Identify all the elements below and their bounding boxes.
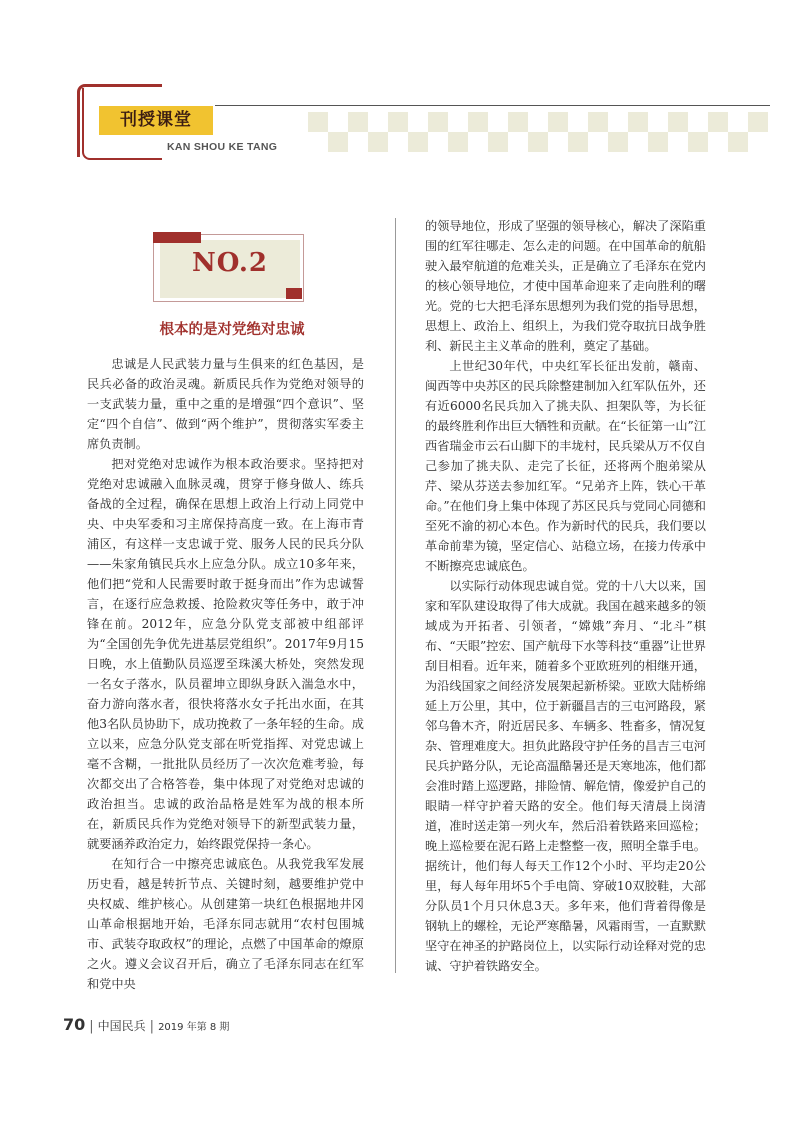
checker-square	[668, 112, 688, 132]
checker-square	[648, 132, 668, 152]
paragraph: 上世纪30年代，中央红军长征出发前，赣南、闽西等中央苏区的民兵除整建制加入红军队伍外，还有近6000名民兵加入了挑夫队、担架队等，为长征的最终胜利作出巨大牺牲和贡献。在“长征第一山”江西省瑞金市云石山脚下的丰垅村，民兵梁从万不仅自己参加了挑夫队、走完了长征，还将两个胞弟梁从芹、梁从芬送去参加红军。“兄弟齐上阵，铁心干革命。”在他们身上集中体现了苏区民兵与党同心同德和至死不渝的初心本色。作为新时代的民兵，我们要以革命前辈为镜，坚定信心、站稳立场，在接力传承中不断擦亮忠诚底色。	[425, 359, 706, 573]
footer-separator: |	[149, 1019, 155, 1034]
checker-square	[748, 112, 768, 132]
paragraph: 以实际行动体现忠诚自觉。党的十八大以来，国家和军队建设取得了伟大成就。我国在越来越多的领域成为开拓者、引领者，“嫦娥”奔月、“北斗”棋布、“天眼”控宏、国产航母下水等科技“重器”让世界刮目相看。近年来，随着多个亚欧班列的相继开通，为沿线国家之间经济发展架起新桥梁。亚欧大陆桥绵延上万公里，其中，位于新疆昌吉的三屯河路段，紧邻乌鲁木齐，附近居民多、车辆多、牲畜多，情况复杂、管理难度大。担负此路段守护任务的昌吉三屯河民兵护路分队，无论高温酷暑还是天寒地冻，他们都会准时踏上巡逻路，排险情、解危情，像爱护自己的眼睛一样守护着天路的安全。他们每天清晨上岗清道，准时送走第一列火车，然后沿着铁路来回巡检；晚上巡检要在泥石路上走整整一夜，照明全靠手电。据统计，他们每人每天工作12个小时、平均走20公里，每人每年用坏5个手电筒、穿破10双胶鞋，大部分队员1个月只休息3天。多年来，他们背着得像是钢轨上的螺栓，无论严寒酷暑，风霜雨雪，一直默默坚守在神圣的护路岗位上，以实际行动诠释对党的忠诚、守护着铁路安全。	[425, 579, 706, 973]
checker-square	[528, 132, 548, 152]
section-title: 根本的是对党绝对忠诚	[159, 321, 305, 338]
issue-label: 2019 年第 8 期	[158, 1022, 230, 1033]
column-subtitle: KAN SHOU KE TANG	[167, 141, 278, 153]
section-number-accent-small	[286, 288, 302, 299]
magazine-name: 中国民兵	[97, 1019, 146, 1033]
checker-square	[388, 112, 408, 132]
checker-square	[548, 112, 568, 132]
checker-square	[688, 132, 708, 152]
checker-square	[508, 112, 528, 132]
checker-square	[448, 132, 468, 152]
checker-square	[728, 132, 748, 152]
header-rule	[215, 105, 770, 106]
checker-square	[468, 112, 488, 132]
footer-separator: |	[89, 1019, 94, 1034]
checker-square	[608, 132, 628, 152]
page-number: 70	[63, 1015, 86, 1034]
right-column	[425, 216, 706, 976]
checker-square	[568, 132, 588, 152]
paragraph: 把对党绝对忠诚作为根本政治要求。坚持把对党绝对忠诚融入血脉灵魂，贯穿于修身做人、练兵备战的全过程，确保在思想上政治上行动上同党中央、中央军委和习主席保持高度一致。在上海市青浦区，有这样一支忠诚于党、服务人民的民兵分队——朱家角镇民兵水上应急分队。成立10多年来，他们把“党和人民需要时敢于挺身而出”作为忠诚誓言，在逐行应急救援、抢险救灾等任务中，敢于冲锋在前。2012年，应急分队党支部被中组部评为“全国创先争优先进基层党组织”。2017年9月15日晚，水上值勤队员巡逻至珠溪大桥处，突然发现一名女子落水，队员翟坤立即纵身跃入湍急水中，奋力游向落水者，很快将落水女子托出水面，在其他3名队员协助下，成功挽救了一条年轻的生命。成立以来，应急分队党支部在听党指挥、对党忠诚上毫不含糊，一批批队员经历了一次次危难考验，每次都交出了合格答卷，集中体现了对党绝对忠诚的政治担当。忠诚的政治品格是姓军为战的根本所在，新质民兵作为党绝对领导下的新型武装力量，就要涵养政治定力，始终跟党保持一条心。	[87, 457, 364, 851]
left-column	[87, 354, 364, 994]
checker-square	[428, 112, 448, 132]
column-tag: 刊授课堂	[99, 106, 213, 135]
checker-square	[708, 112, 728, 132]
checker-square	[408, 132, 428, 152]
paragraph: 忠诚是人民武装力量与生俱来的红色基因，是民兵必备的政治灵魂。新质民兵作为党绝对领导的一支武装力量，重中之重的是增强“四个意识”、坚定“四个自信”、做到“两个维护”，贯彻落实军委主席负责制。	[87, 357, 364, 451]
checker-square	[308, 112, 328, 132]
checker-square	[588, 112, 608, 132]
checker-square	[488, 132, 508, 152]
page-footer	[63, 1015, 229, 1034]
section-number-accent	[153, 232, 201, 243]
checker-square	[328, 132, 348, 152]
paragraph: 在知行合一中擦亮忠诚底色。从我党我军发展历史看，越是转折节点、关键时刻，越要维护党中央权威、维护核心。从创建第一块红色根据地井冈山革命根据地开始，毛泽东同志就用“农村包围城市、武装夺取政权”的理论，点燃了中国革命的燎原之火。遵义会议召开后，确立了毛泽东同志在红军和党中央	[87, 857, 364, 991]
paragraph: 的领导地位，形成了坚强的领导核心，解决了深陷重围的红军往哪走、怎么走的问题。在中国革命的航船驶入最窄航道的危难关头，正是确立了毛泽东在党内的核心领导地位，才使中国革命迎来了走向胜利的曙光。党的七大把毛泽东思想列为我们党的指导思想，思想上、政治上、组织上，为我们党夺取抗日战争胜利、新民主主义革命的胜利，奠定了基础。	[425, 219, 706, 353]
column-divider	[395, 218, 396, 973]
checker-square	[368, 132, 388, 152]
section-number: NO.2	[191, 248, 269, 278]
checker-square	[628, 112, 648, 132]
header-checker-pattern	[308, 108, 770, 158]
checker-square	[348, 112, 368, 132]
